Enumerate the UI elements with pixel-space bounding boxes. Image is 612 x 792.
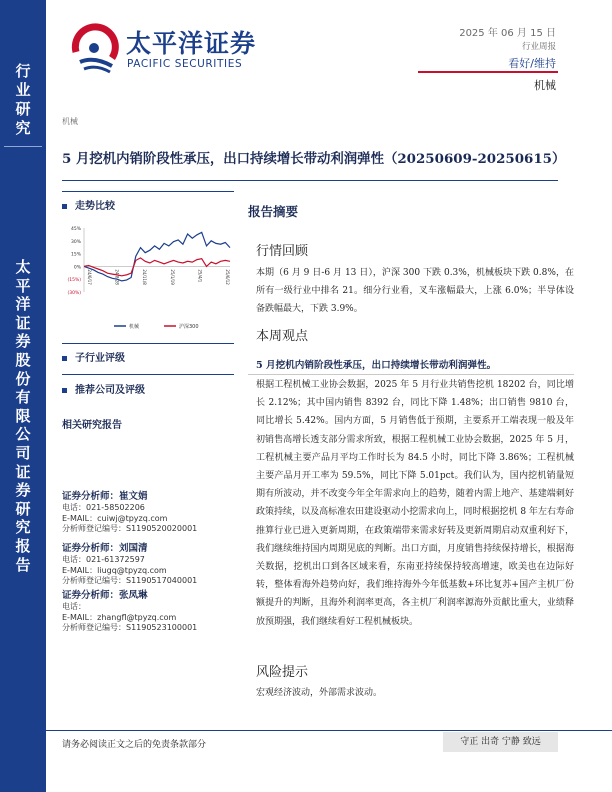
market-review-heading: 行情回顾 (256, 244, 309, 259)
x-tick-label: 25/6/12 (225, 269, 230, 285)
x-tick-label: 25/1/19 (169, 269, 175, 285)
footer-disclaimer: 请务必阅读正文之后的免责条款部分 (62, 740, 207, 750)
company-logo (66, 20, 266, 80)
bullet-icon (62, 204, 67, 209)
x-tick-label: 24/6/17 (87, 269, 92, 285)
content-divider (248, 374, 574, 375)
footer-divider (46, 730, 612, 731)
x-tick-label: 25/4/1 (197, 269, 203, 283)
y-tick-label: 30% (70, 239, 81, 245)
analyst-phone: 电话：021-58502206 (62, 502, 145, 512)
sub-industry-rating-heading: 子行业评级 (62, 349, 125, 364)
analyst-email[interactable]: E-MAIL：zhangfl@tpyzq.com (62, 612, 177, 622)
analyst-license: 分析师登记编号：S1190517040001 (62, 576, 198, 586)
logo-emblem-icon (66, 22, 122, 78)
breadcrumb: 机械 (62, 117, 78, 126)
x-tick-label: 24/11/8 (142, 269, 148, 285)
y-tick-label: 0% (73, 265, 81, 271)
analyst-block: 证券分析师：刘国清 电话：021-61372597 E-MAIL：liugq@tpyzq.com 分析师登记编号：S1190517040001 (62, 543, 198, 586)
legend-label: 机械 (129, 324, 140, 330)
sidebar-divider (4, 146, 42, 147)
sidebar (0, 0, 46, 792)
analyst-phone: 电话：021-61372597 (62, 554, 145, 564)
legend-label: 沪深300 (179, 324, 199, 330)
left-divider (62, 374, 234, 375)
weekly-view-highlight: 5 月挖机内销阶段性承压，出口持续增长带动利润弹性。 (256, 360, 497, 371)
y-tick-label: 15% (70, 252, 81, 258)
header-divider (418, 71, 558, 73)
page-title: 5 月挖机内销阶段性承压，出口持续增长带动利润弹性（20250609-20250615） (62, 151, 566, 167)
sidebar-company-label: 太 平 洋 证 券 股 份 有 限 公 司 证 券 研 究 报 告 (15, 258, 31, 574)
related-reports-heading: 相关研究报告 (62, 420, 122, 431)
bullet-icon (62, 388, 67, 393)
industry-rating: 看好/维持 (508, 57, 556, 70)
y-tick-label: (15%) (67, 278, 81, 284)
analyst-name: 崔文娟 (119, 491, 148, 502)
risk-heading: 风险提示 (256, 665, 309, 680)
analyst-name: 张凤琳 (119, 590, 148, 601)
recommend-heading: 推荐公司及评级 (62, 381, 145, 396)
analyst-email[interactable]: E-MAIL：liugq@tpyzq.com (62, 565, 167, 575)
bullet-icon (62, 356, 67, 361)
analyst-license: 分析师登记编号：S1190523100001 (62, 623, 198, 633)
analyst-block: 证券分析师：崔文娟 电话：021-58502206 E-MAIL：cuiwj@tpyzq.com 分析师登记编号：S1190520020001 (62, 491, 198, 534)
risk-text: 宏观经济波动，外部需求波动。 (256, 688, 383, 698)
analyst-block: 证券分析师：张凤琳 电话： E-MAIL：zhangfl@tpyzq.com 分析师登记编号：S1190523100001 (62, 590, 198, 633)
weekly-view-text: 根据工程机械工业协会数据，2025 年 5 月行业共销售挖机 18202 台，同比增长 2.12%；其中国内销售 8392 台，同比下降 1.48%；出口销售 9810 台，同比增长 5.42%。国内方面，5 月销售低于预期，主要系开工端表现一般及年初销售高增长透支部分需求所致，根据工程机械工业协会数据，2025 年 5 月，工程机械主要产品月平均工作时长为 84.5 小时，同比下降 3.86%；工程机械主要产品月开工率为 59.5%，同比下降 5.01pct。我们认为，国内挖机销量短期有所波动，并不改变今年全年需求向上的趋势，随着内需上地产、基建端刺好政策持续，以及高标准农田建设驱动小挖需求向上，同时根据挖机 8 年左右寿命推算行业已进入更新周期，在政策端带来需求好转及更新周期启动双重利好下，我们继续维持国内周期见底的判断。出口方面，月度销售持续保持增长，根据海关数据，挖机出口到各区域来看，东南亚持续保持较高增速，欧美也在边际好转，整体看海外趋势向好，我们维持海外今年低基数+环比复苏+国产主机厂份额提升的判断，且海外利润率更高，各主机厂利润率源海外贡献比重大，业绩释放预期强，我们继续看好工程机械板块。 (256, 380, 574, 627)
series-line (84, 232, 230, 281)
market-review-text: 本期（6 月 9 日-6 月 13 日），沪深 300 下跌 0.3%，机械板块下跌 0.8%，在所有一级行业中排名 21。细分行业看，叉车涨幅最大，上涨 6.0%；半导体设备跌幅最大，下跌 3.9%。 (256, 268, 574, 315)
trend-chart (62, 222, 234, 334)
report-date: 2025 年 06 月 15 日 (459, 28, 556, 39)
title-divider (62, 180, 558, 181)
series-line (84, 258, 230, 276)
analyst-license: 分析师登记编号：S1190520020001 (62, 524, 198, 534)
sidebar-section-label: 行 业 研 究 (15, 62, 31, 137)
logo-name-en: PACIFIC SECURITIES (127, 58, 243, 70)
footer-slogan: 守正 出奇 宁静 致远 (443, 732, 558, 752)
left-divider (62, 343, 234, 344)
y-tick-label: 45% (70, 227, 81, 232)
left-divider (62, 191, 234, 192)
report-type: 行业周报 (521, 42, 556, 52)
weekly-view-heading: 本周观点 (256, 329, 309, 344)
analyst-phone: 电话： (62, 601, 86, 611)
x-tick-label: 24/8/28 (114, 269, 120, 285)
y-tick-label: (30%) (67, 291, 81, 296)
logo-name-cn: 太平洋证券 (126, 29, 257, 58)
analyst-name: 刘国清 (119, 543, 148, 554)
analyst-email[interactable]: E-MAIL：cuiwj@tpyzq.com (62, 513, 168, 523)
summary-heading: 报告摘要 (248, 204, 299, 219)
sector-label: 机械 (534, 79, 556, 92)
trend-heading: 走势比较 (62, 197, 115, 212)
